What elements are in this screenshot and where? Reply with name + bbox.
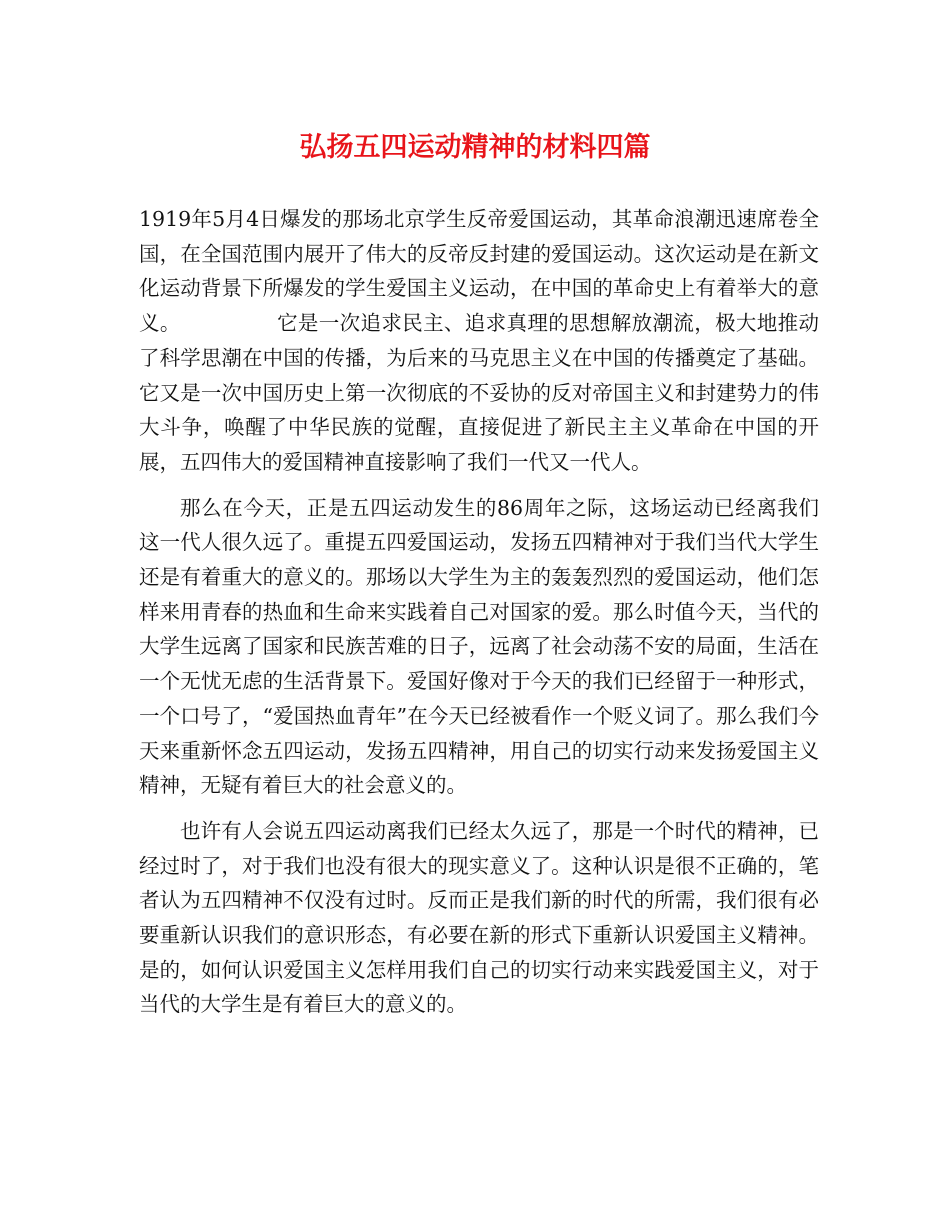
document-title: 弘扬五四运动精神的材料四篇 <box>299 132 651 163</box>
paragraph-1 <box>139 202 819 480</box>
paragraph-1-part-2: 它是一次追求民主、追求真理的思想解放潮流，极大地推动了科学思潮在中国的传播，为后来的马克思主义在中国的传播奠定了基础。它又是一次中国历史上第一次彻底的不妥协的反对帝国主义和封建势力的伟大斗争，唤醒了中华民族的觉醒，直接促进了新民主主义革命在中国的开展，五四伟大的爱国精神直接影响了我们一代又一代人。 <box>139 311 820 474</box>
paragraph-3: 也许有人会说五四运动离我们已经太久远了，那是一个时代的精神，已经过时了，对于我们也没有很大的现实意义了。这种认识是很不正确的，笔者认为五四精神不仅没有过时。反而正是我们新的时代的所需，我们很有必要重新认识我们的意识形态，有必要在新的形式下重新认识爱国主义精神。是的，如何认识爱国主义怎样用我们自己的切实行动来实践爱国主义，对于当代的大学生是有着巨大的意义的。 <box>139 818 819 1017</box>
paragraph-1-part-1: 1919年5月4日爆发的那场北京学生反帝爱国运动，其革命浪潮迅速席卷全国，在全国范围内展开了伟大的反帝反封建的爱国运动。这次运动是在新文化运动背景下所爆发的学生爱国主义运动，在中国的革命史上有着举大的意义。 <box>139 207 819 336</box>
paragraph-2: 那么在今天，正是五四运动发生的86周年之际，这场运动已经离我们这一代人很久远了。重提五四爱国运动，发扬五四精神对于我们当代大学生还是有着重大的意义的。那场以大学生为主的轰轰烈烈的爱国运动，他们怎样来用青春的热血和生命来实践着自己对国家的爱。那么时值今天，当代的大学生远离了国家和民族苦难的日子，远离了社会动荡不安的局面，生活在一个无忧无虑的生活背景下。爱国好像对于今天的我们已经留于一种形式，一个口号了，“爱国热血青年”在今天已经被看作一个贬义词了。那么我们今天来重新怀念五四运动，发扬五四精神，用自己的切实行动来发扬爱国主义精神，无疑有着巨大的社会意义的。 <box>139 495 819 798</box>
document-body <box>139 202 819 1033</box>
